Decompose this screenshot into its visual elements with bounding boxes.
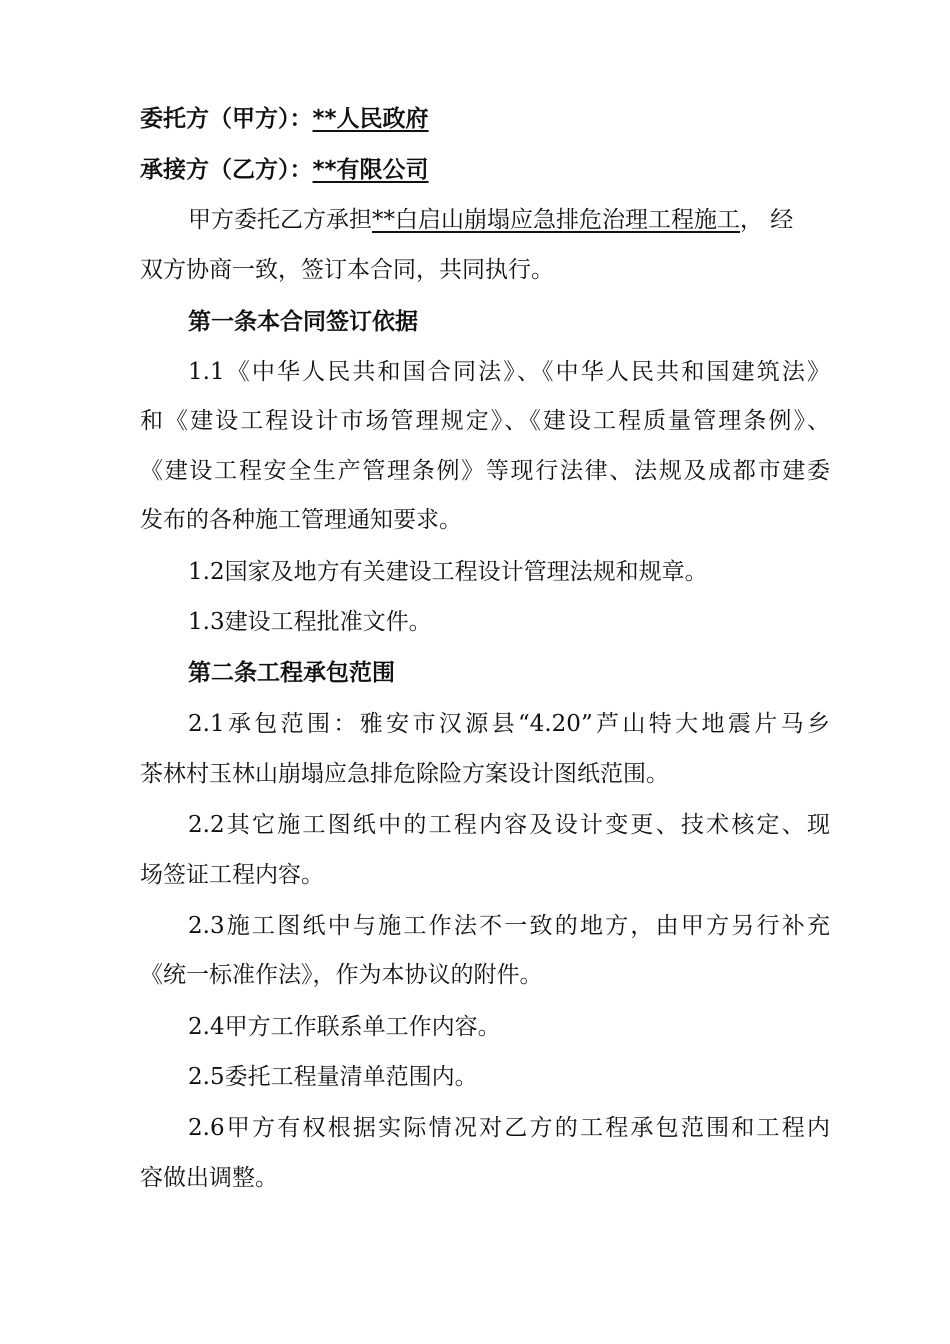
clause-1-1-line-1: 1.1《中华人民共和国合同法》、《中华人民共和国建筑法》 xyxy=(188,359,830,385)
clause-1-1-line-2: 和《建设工程设计市场管理规定》、《建设工程质量管理条例》、 xyxy=(140,408,830,434)
party-b-value: **有限公司 xyxy=(312,157,429,183)
party-a-value: **人民政府 xyxy=(312,106,429,132)
party-b-label: 承接方（乙方）： xyxy=(140,157,313,183)
clause-2-1-line-1: 2.1承包范围：雅安市汉源县“4.20”芦山特大地震片马乡 xyxy=(188,711,830,737)
clause-2-6-line-2: 容做出调整。 xyxy=(140,1165,278,1191)
clause-2-4: 2.4甲方工作联系单工作内容。 xyxy=(188,1014,501,1040)
article-2-title: 第二条工程承包范围 xyxy=(188,660,395,686)
clause-1-1-line-3: 《建设工程安全生产管理条例》等现行法律、法规及成都市建委 xyxy=(140,458,830,484)
clause-1-2: 1.2国家及地方有关建设工程设计管理法规和规章。 xyxy=(188,559,708,585)
article-1-title: 第一条本合同签订依据 xyxy=(188,309,418,335)
intro-line-1 xyxy=(188,205,830,235)
intro-tail: ， 经 xyxy=(740,207,794,233)
clause-1-3: 1.3建设工程批准文件。 xyxy=(188,609,432,635)
intro-project: **白启山崩塌应急排危治理工程施工 xyxy=(372,207,740,233)
clause-2-2-line-2: 场签证工程内容。 xyxy=(140,862,324,888)
clause-2-6-line-1: 2.6甲方有权根据实际情况对乙方的工程承包范围和工程内 xyxy=(188,1115,830,1141)
clause-2-1-line-2: 茶林村玉林山崩塌应急排危除险方案设计图纸范围。 xyxy=(140,761,669,787)
clause-2-5: 2.5委托工程量清单范围内。 xyxy=(188,1064,478,1090)
clause-2-3-line-2: 《统一标准作法》，作为本协议的附件。 xyxy=(140,962,543,988)
party-a-line xyxy=(140,104,830,134)
party-a-label: 委托方（甲方）： xyxy=(140,106,313,132)
party-b-line xyxy=(140,155,830,185)
clause-1-1-line-4: 发布的各种施工管理通知要求。 xyxy=(140,507,462,533)
intro-line-2: 双方协商一致，签订本合同，共同执行。 xyxy=(140,257,554,283)
clause-2-2-line-1: 2.2其它施工图纸中的工程内容及设计变更、技术核定、现 xyxy=(188,812,830,838)
intro-lead: 甲方委托乙方承担 xyxy=(188,207,372,233)
clause-2-3-line-1: 2.3施工图纸中与施工作法不一致的地方，由甲方另行补充 xyxy=(188,913,830,939)
